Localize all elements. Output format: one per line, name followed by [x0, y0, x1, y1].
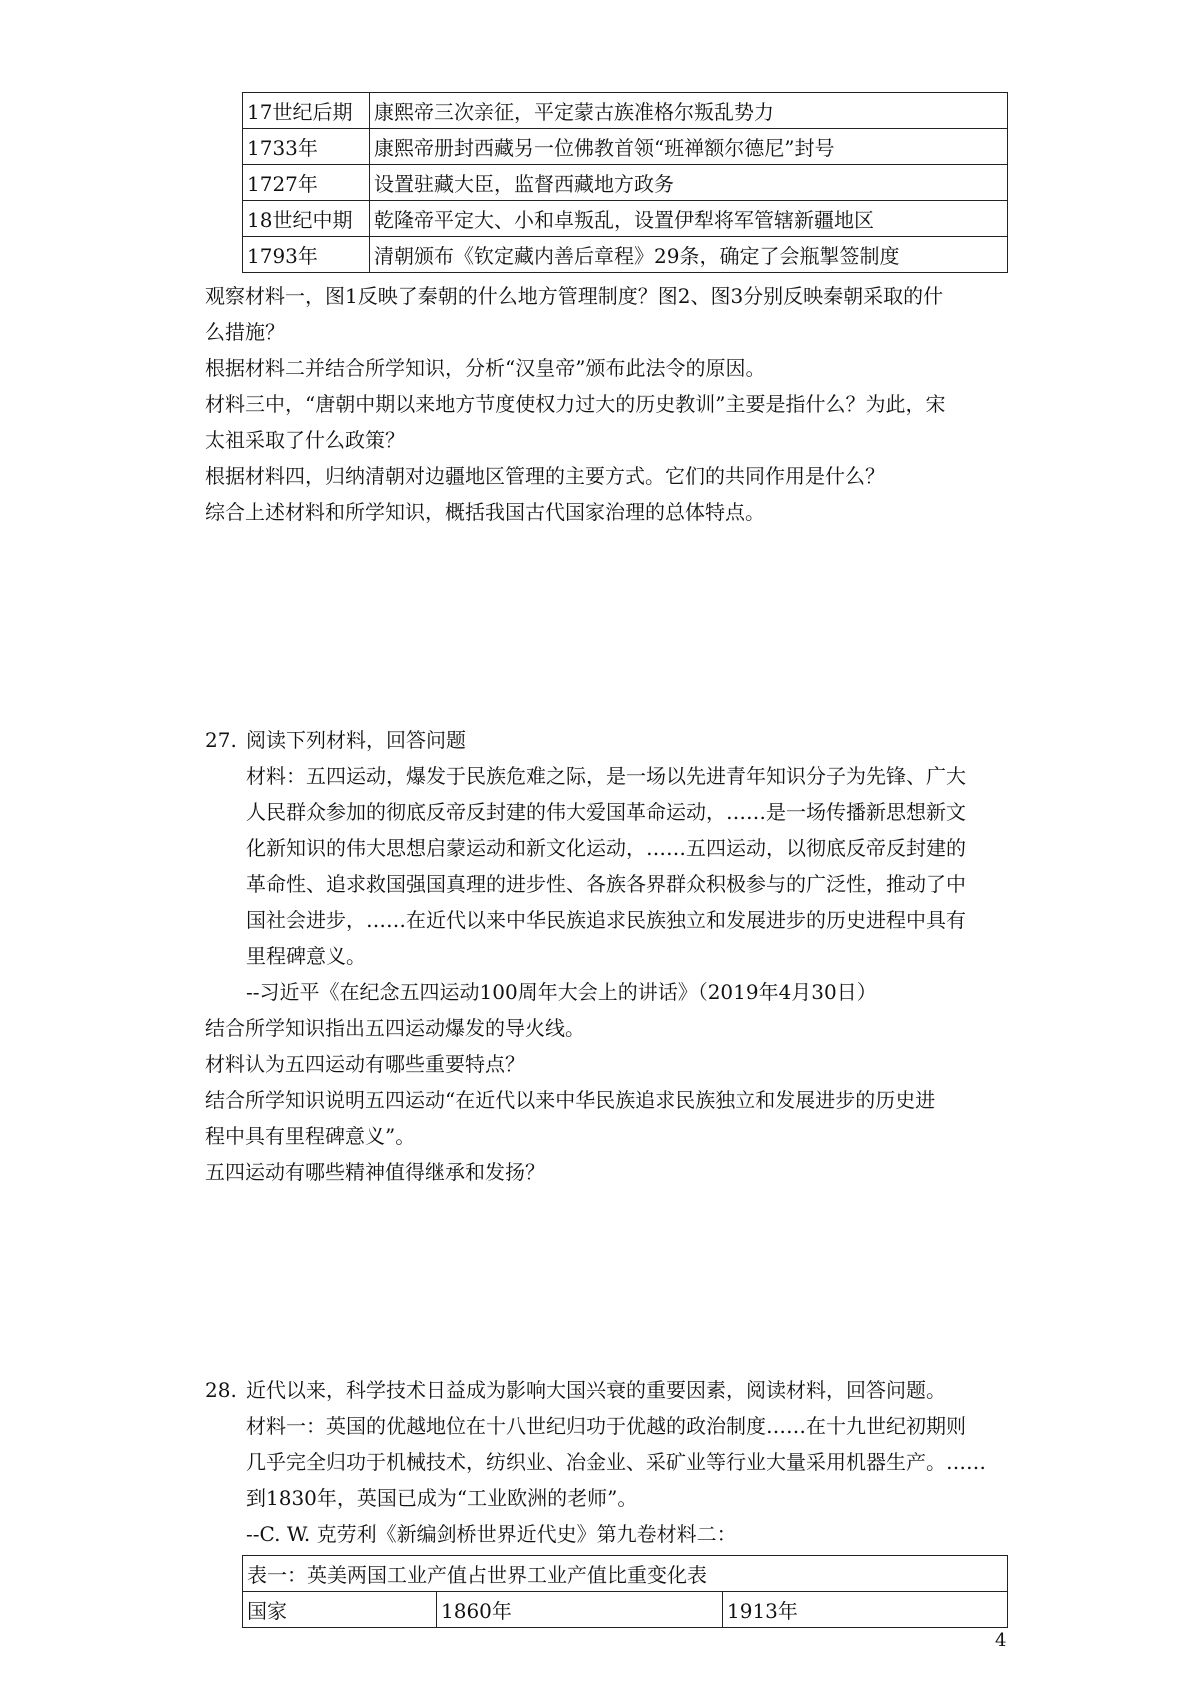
table-cell: 1793年	[243, 237, 370, 273]
material-line: 到1830年，英国已成为“工业欧洲的老师”。	[246, 1486, 638, 1510]
material-line: 国社会进步，……在近代以来中华民族追求民族独立和发展进步的历史进程中具有	[246, 908, 966, 932]
question-line: 根据材料四，归纳清朝对边疆地区管理的主要方式。它们的共同作用是什么？	[205, 464, 885, 488]
question-line: 结合所学知识说明五四运动“在近代以来中华民族追求民族独立和发展进步的历史进	[205, 1088, 936, 1112]
industry-table	[242, 1555, 1008, 1628]
material-line: 材料：五四运动，爆发于民族危难之际，是一场以先进青年知识分子为先锋、广大	[246, 764, 966, 788]
question-line: 综合上述材料和所学知识，概括我国古代国家治理的总体特点。	[205, 500, 765, 524]
table-header: 国家	[243, 1592, 437, 1628]
question-line: 么措施？	[205, 320, 285, 344]
table-header: 1860年	[437, 1592, 723, 1628]
q27-material	[246, 758, 966, 1010]
question-line: 观察材料一，图1反映了秦朝的什么地方管理制度？图2、图3分别反映秦朝采取的什	[205, 284, 944, 308]
table-header: 1913年	[723, 1592, 1008, 1628]
table-cell: 设置驻藏大臣，监督西藏地方政务	[370, 165, 1008, 201]
question-line: 材料三中，“唐朝中期以来地方节度使权力过大的历史教训”主要是指什么？为此，宋	[205, 392, 946, 416]
material-line: 里程碑意义。	[246, 944, 366, 968]
table-cell: 乾隆帝平定大、小和卓叛乱，设置伊犁将军管辖新疆地区	[370, 201, 1008, 237]
table-row	[243, 1592, 1008, 1628]
table-row	[243, 237, 1008, 273]
material-source: --C. W. 克劳利《新编剑桥世界近代史》第九卷材料二：	[246, 1522, 737, 1546]
question-line: 根据材料二并结合所学知识，分析“汉皇帝”颁布此法令的原因。	[205, 356, 766, 380]
table-title: 表一：英美两国工业产值占世界工业产值比重变化表	[243, 1556, 1008, 1592]
question-line: 结合所学知识指出五四运动爆发的导火线。	[205, 1016, 585, 1040]
page-number: 4	[995, 1630, 1007, 1651]
question-line: 材料认为五四运动有哪些重要特点？	[205, 1052, 525, 1076]
q27-questions	[205, 1010, 935, 1190]
q27-heading: 阅读下列材料，回答问题	[246, 728, 466, 752]
material-line: 几乎完全归功于机械技术，纺织业、冶金业、采矿业等行业大量采用机器生产。……	[246, 1450, 986, 1474]
question-line: 程中具有里程碑意义”。	[205, 1124, 416, 1148]
table-cell: 清朝颁布《钦定藏内善后章程》29条，确定了会瓶掣签制度	[370, 237, 1008, 273]
table-cell: 1733年	[243, 129, 370, 165]
question-line: 太祖采取了什么政策？	[205, 428, 405, 452]
q28-number: 28.	[205, 1378, 237, 1402]
q27-number: 27.	[205, 728, 237, 752]
qing-table	[242, 92, 1008, 273]
material-line: 材料一：英国的优越地位在十八世纪归功于优越的政治制度……在十九世纪初期则	[246, 1414, 966, 1438]
table-cell: 康熙帝三次亲征，平定蒙古族准格尔叛乱势力	[370, 93, 1008, 129]
table-cell: 1727年	[243, 165, 370, 201]
q28-material	[246, 1408, 986, 1552]
material-line: 革命性、追求救国强国真理的进步性、各族各界群众积极参与的广泛性，推动了中	[246, 872, 966, 896]
table-cell: 18世纪中期	[243, 201, 370, 237]
question-line: 五四运动有哪些精神值得继承和发扬？	[205, 1160, 545, 1184]
table-row	[243, 165, 1008, 201]
material-line: 人民群众参加的彻底反帝反封建的伟大爱国革命运动，……是一场传播新思想新文	[246, 800, 966, 824]
table-row	[243, 129, 1008, 165]
table-cell: 17世纪后期	[243, 93, 370, 129]
material-source: --习近平《在纪念五四运动100周年大会上的讲话》（2019年4月30日）	[246, 980, 877, 1004]
table-row	[243, 93, 1008, 129]
material-line: 化新知识的伟大思想启蒙运动和新文化运动，……五四运动，以彻底反帝反封建的	[246, 836, 966, 860]
q28-heading: 近代以来，科学技术日益成为影响大国兴衰的重要因素，阅读材料，回答问题。	[246, 1378, 946, 1402]
table-cell: 康熙帝册封西藏另一位佛教首领“班禅额尔德尼”封号	[370, 129, 1008, 165]
table-row	[243, 1556, 1008, 1592]
q26-questions	[205, 278, 945, 530]
table-row	[243, 201, 1008, 237]
